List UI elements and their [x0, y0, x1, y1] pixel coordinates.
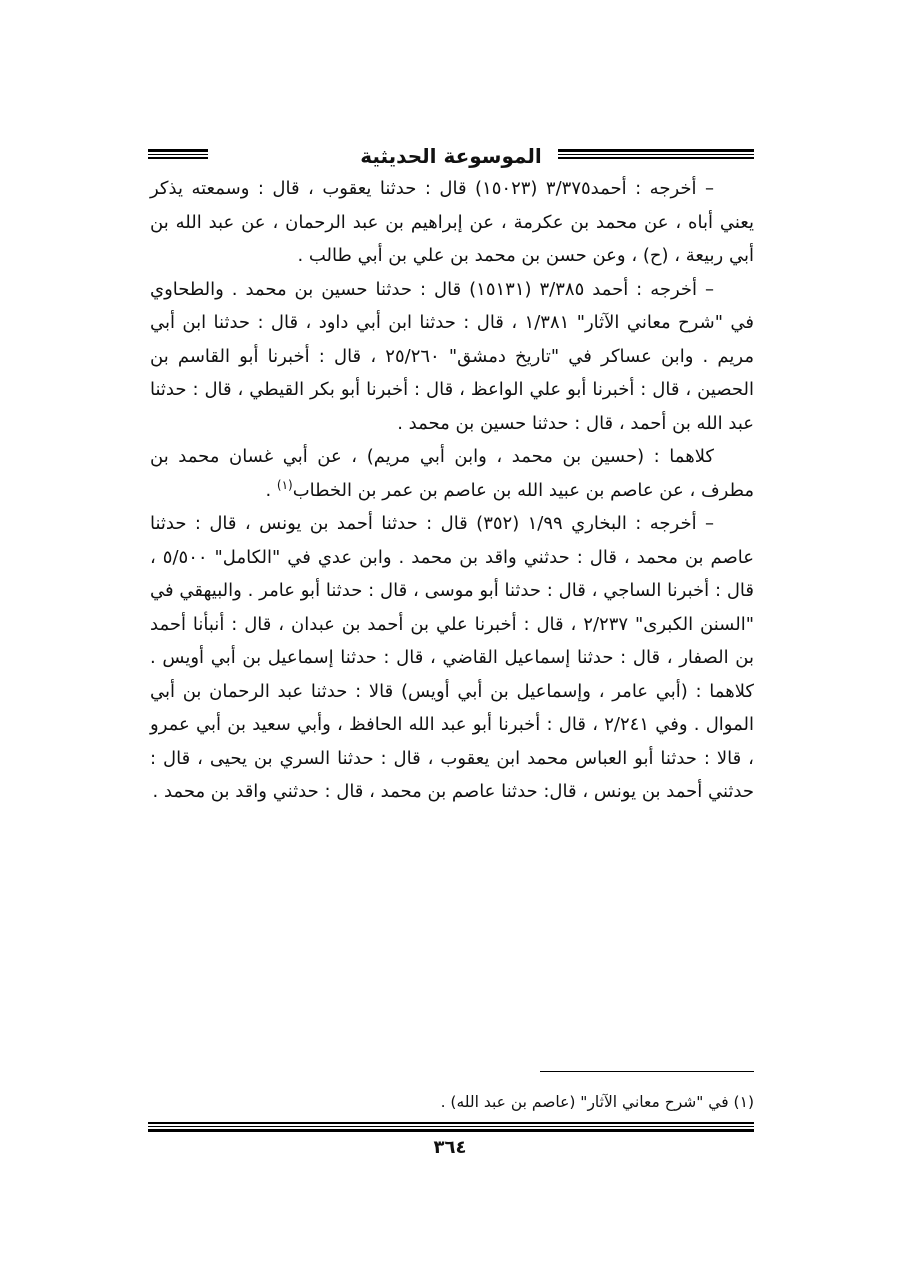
paragraph-3-tail: . — [265, 479, 277, 501]
paragraph-1: – أخرجه : أحمد٣/٣٧٥ (١٥٠٢٣) قال : حدثنا يعقوب ، قال : وسمعته يذكر يعني أباه ، عن محمد بن عكرمة ، عن إبراهيم بن عبد الرحمان ، عن عبد الله بن أبي ربيعة ، (ح) ، وعن حسن بن محمد بن علي بن أبي طالب . — [150, 178, 754, 266]
paragraph-2: – أخرجه : أحمد ٣/٣٨٥ (١٥١٣١) قال : حدثنا حسين بن محمد . والطحاوي في "شرح معاني الآثار" ١/٣٨١ ، قال : حدثنا ابن أبي داود ، قال : حدثنا ابن أبي مريم . وابن عساكر في "تاريخ دمشق" ٢٥/٢٦٠ ، قال : أخبرنا أبو القاسم بن الحصين ، قال : أخبرنا أبو علي الواعظ ، قال : أخبرنا أبو بكر القيطي ، قال : حدثنا عبد الله بن أحمد ، قال : حدثنا حسين بن محمد . — [150, 278, 754, 434]
paragraph-4: – أخرجه : البخاري ١/٩٩ (٣٥٢) قال : حدثنا أحمد بن يونس ، قال : حدثنا عاصم بن محمد ، قال : حدثني واقد بن محمد . وابن عدي في "الكامل" ٥/٥٠٠ ، قال : أخبرنا الساجي ، قال : حدثنا أبو موسى ، قال : حدثنا أبو عامر . والبيهقي في "السنن الكبرى" ٢/٢٣٧ ، قال : أخبرنا علي بن أحمد بن عبدان ، قال : أنبأنا أحمد بن الصفار ، قال : حدثنا إسماعيل القاضي ، قال : حدثنا إسماعيل بن أبي أويس . كلاهما : (أبي عامر ، وإسماعيل بن أبي أويس) قالا : حدثنا عبد الرحمان بن أبي الموال . وفي ٢/٢٤١ ، قال : أخبرنا أبو عبد الله الحافظ ، وأبي سعيد بن أبي عمرو ، قالا : حدثنا أبو العباس محمد ابن يعقوب ، قال : حدثنا السري بن يحيى ، قال : حدثني أحمد بن يونس ، قال: حدثنا عاصم بن محمد ، قال : حدثني واقد بن محمد . — [150, 513, 755, 802]
main-text — [150, 172, 754, 809]
page-number: ٣٦٤ — [433, 1137, 467, 1158]
footnote-reference[interactable]: (١) — [276, 477, 293, 492]
page-title — [148, 144, 754, 168]
footer-rule — [148, 1122, 754, 1132]
footnote: (١) في "شرح معاني الآثار" (عاصم بن عبد الله) . — [440, 1093, 754, 1111]
page-title-text: الموسوعة الحديثية — [344, 144, 558, 168]
paragraph-3 — [150, 440, 754, 507]
footnote-separator — [540, 1071, 754, 1072]
paragraph-3-text: كلاهما : (حسين بن محمد ، وابن أبي مريم) ، عن أبي غسان محمد بن مطرف ، عن عاصم بن عبيد الله بن عاصم بن عمر بن الخطاب — [150, 446, 754, 501]
